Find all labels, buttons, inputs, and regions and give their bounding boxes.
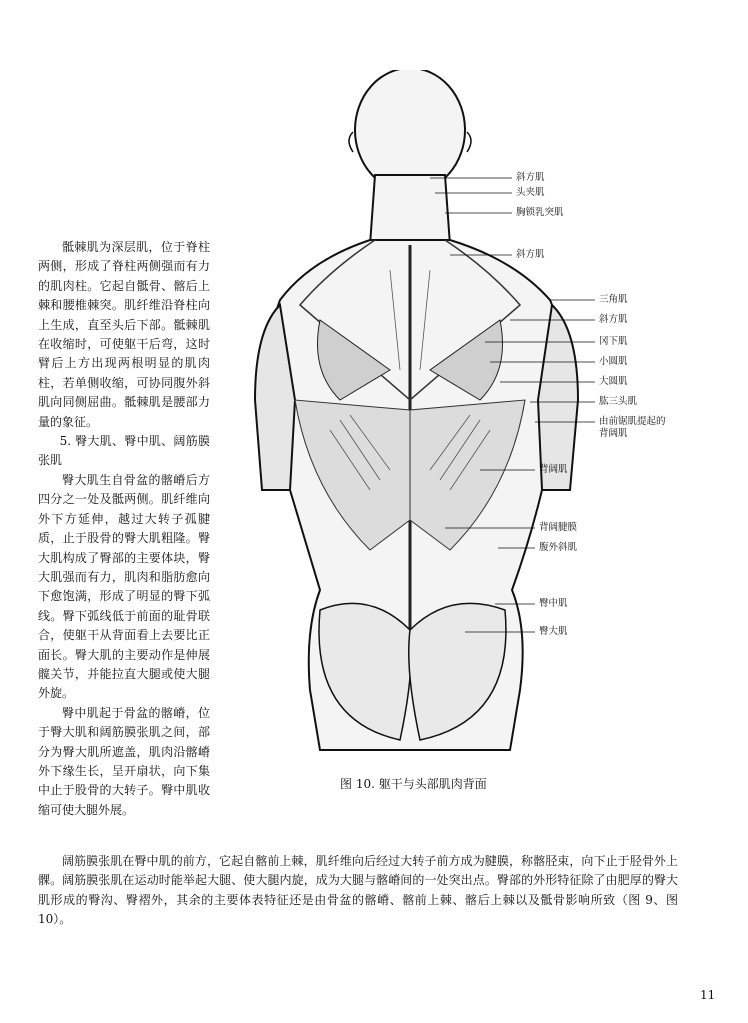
label-trapezius-lower: 斜方肌 [599, 314, 628, 325]
left-text-column [38, 238, 210, 820]
label-trapezius-upper: 斜方肌 [516, 172, 545, 183]
paragraph-tensor-fasciae-latae: 阔筋膜张肌在臀中肌的前方，它起自髂前上棘，肌纤维向后经过大转子前方成为腱膜，称髂胫束，向下止于胫骨外上髁。阔筋膜张肌在运动时能举起大腿、使大腿内旋，成为大腿与髂嵴间的一处突出点。臀部的外形特征除了由肥厚的臀大肌形成的臀沟、臀褶外，其余的主要体表特征还是由骨盆的髂嵴、髂前上棘、髂后上棘以及骶骨影响所致（图 9、图 10）。 [38, 854, 678, 927]
label-external-oblique: 腹外斜肌 [539, 542, 578, 553]
label-triceps: 肱三头肌 [599, 396, 638, 407]
bottom-text-block [38, 852, 678, 930]
paragraph-sacrospinalis: 骶棘肌为深层肌，位于脊柱两侧，形成了脊柱两侧强而有力的肌肉柱。它起自骶骨、髂后上棘和腰椎棘突。肌纤维沿脊柱向上生成，直至头后下部。骶棘肌在收缩时，可使躯干后弯，这时臂后上方出现两根明显的肌肉柱，若单侧收缩，可协同腹外斜肌向同侧屈曲。骶棘肌是腰部力量的象征。 [38, 240, 210, 429]
label-deltoid: 三角肌 [599, 294, 628, 305]
section-heading: 5. 臀大肌、臀中肌、阔筋膜张肌 [38, 434, 210, 468]
label-splenius-capitis: 头夹肌 [516, 187, 545, 198]
label-gluteus-medius: 臀中肌 [539, 598, 568, 609]
label-sternocleidomastoid: 胸锁乳突肌 [516, 207, 564, 218]
label-teres-minor: 小圆肌 [599, 356, 628, 367]
paragraph-gluteus-maximus: 臀大肌生自骨盆的髂嵴后方四分之一处及骶两侧。肌纤维向外下方延伸，越过大转子孤腱质，止于股骨的臀大肌粗隆。臀大肌构成了臀部的主要体块，臀大肌强而有力，肌肉和脂肪愈向下愈饱满，形成了明显的臀下弧线。臀下弧线低于前面的耻骨联合，使躯干从背面看上去要比正面长。臀大肌的主要动作是伸展髋关节，并能拉直大腿或使大腿外旋。 [38, 472, 210, 701]
back-muscles-illustration [250, 70, 670, 760]
label-trapezius-mid: 斜方肌 [516, 249, 545, 260]
label-gluteus-maximus: 臀大肌 [539, 626, 568, 637]
anatomy-figure [250, 70, 670, 760]
label-infraspinatus: 冈下肌 [599, 336, 628, 347]
label-latissimus: 背阔肌 [539, 464, 568, 475]
page-number: 11 [700, 988, 716, 1002]
label-teres-major: 大圆肌 [599, 376, 628, 387]
paragraph-gluteus-medius: 臀中肌起于骨盆的髂嵴，位于臀大肌和阔筋膜张肌之间，部分为臀大肌所遮盖，肌肉沿髂嵴外下缘生长，呈开扇状，向下集中止于股骨的大转子。臀中肌收缩可使大腿外展。 [38, 705, 210, 817]
figure-caption: 图 10. 躯干与头部肌肉背面 [340, 777, 487, 791]
label-latissimus-aponeurosis: 背阔腱膜 [539, 522, 578, 533]
label-latissimus-serratus: 由前锯肌提起的背阔肌 [599, 416, 666, 439]
